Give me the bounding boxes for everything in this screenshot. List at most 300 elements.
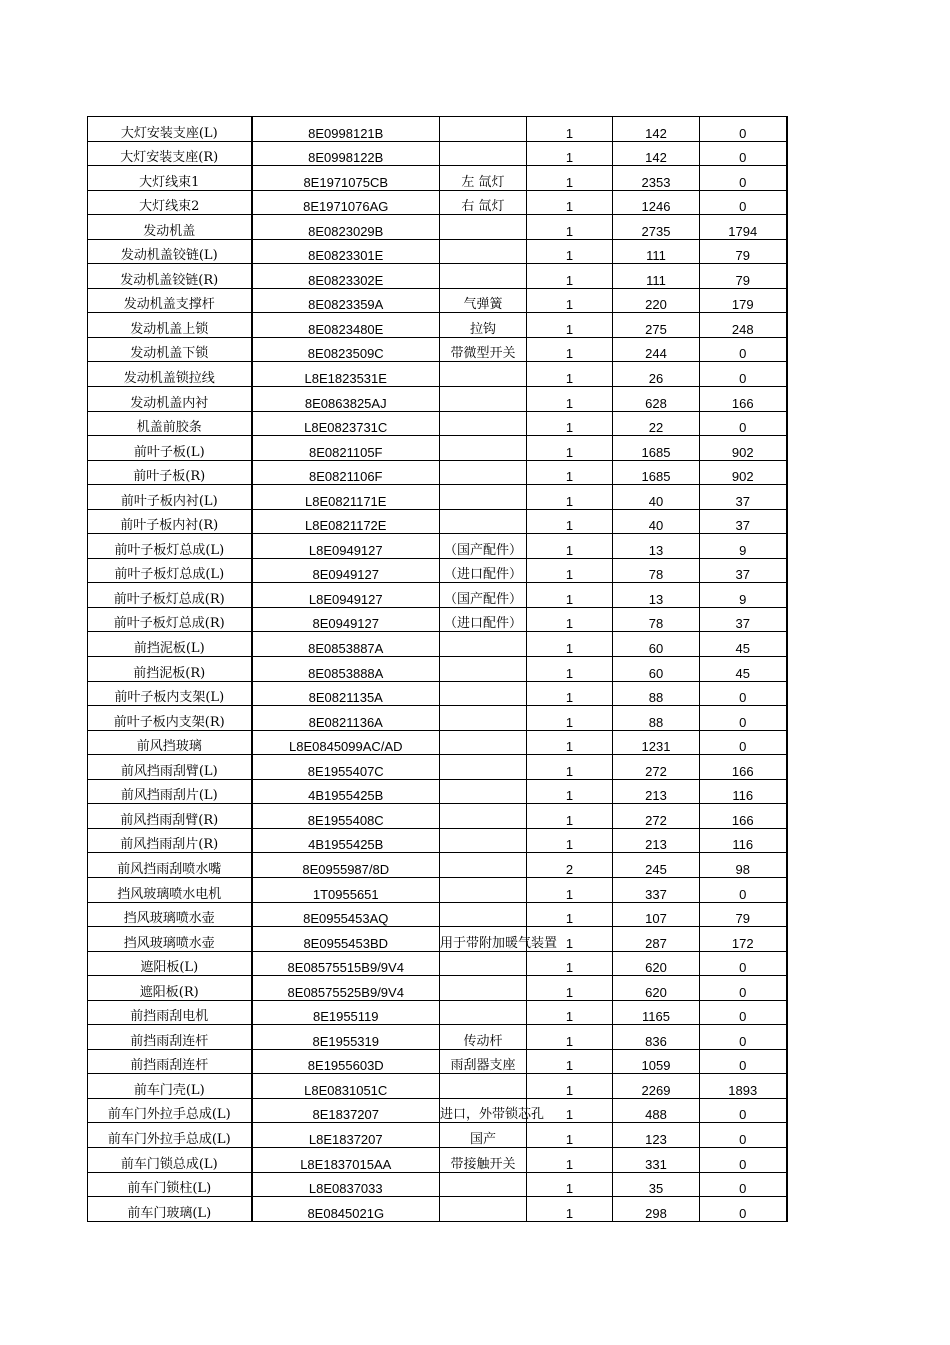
part-number-cell: 8E0821136A — [252, 706, 440, 731]
table-row — [88, 460, 787, 485]
part-number-cell: L8E0837033 — [252, 1172, 440, 1197]
quantity-cell: 1 — [527, 951, 613, 976]
alt-price-cell: 0 — [700, 166, 787, 191]
quantity-cell: 1 — [527, 460, 613, 485]
part-name-cell: 挡风玻璃喷水电机 — [88, 877, 252, 902]
quantity-cell: 1 — [527, 387, 613, 412]
quantity-cell: 1 — [527, 239, 613, 264]
part-name-cell: 前挡泥板(L) — [88, 632, 252, 657]
alt-price-cell: 9 — [700, 583, 787, 608]
part-number-cell: 8E0949127 — [252, 558, 440, 583]
alt-price-cell: 9 — [700, 534, 787, 559]
part-name-cell: 前叶子板灯总成(R) — [88, 583, 252, 608]
quantity-cell: 1 — [527, 166, 613, 191]
quantity-cell: 1 — [527, 607, 613, 632]
part-number-cell: 8E0955453AQ — [252, 902, 440, 927]
part-number-cell: 8E0823480E — [252, 313, 440, 338]
part-name-cell: 发动机盖下锁 — [88, 337, 252, 362]
alt-price-cell: 37 — [700, 509, 787, 534]
part-note-cell — [440, 976, 527, 1001]
part-name-cell: 前车门外拉手总成(L) — [88, 1098, 252, 1123]
part-number-cell: 8E1955319 — [252, 1025, 440, 1050]
part-number-cell: L8E0821171E — [252, 485, 440, 510]
table-row — [88, 288, 787, 313]
quantity-cell: 1 — [527, 1025, 613, 1050]
alt-price-cell: 179 — [700, 288, 787, 313]
table-row — [88, 632, 787, 657]
part-name-cell: 发动机盖 — [88, 215, 252, 240]
part-name-cell: 挡风玻璃喷水壶 — [88, 902, 252, 927]
price-cell: 220 — [613, 288, 700, 313]
table-row — [88, 1147, 787, 1172]
part-number-cell: 8E0821106F — [252, 460, 440, 485]
alt-price-cell: 37 — [700, 485, 787, 510]
price-cell: 1685 — [613, 436, 700, 461]
alt-price-cell: 116 — [700, 828, 787, 853]
price-cell: 272 — [613, 804, 700, 829]
part-note-cell: （国产配件） — [440, 583, 527, 608]
price-cell: 1059 — [613, 1049, 700, 1074]
part-note-cell: （国产配件） — [440, 534, 527, 559]
part-number-cell: 8E1955407C — [252, 755, 440, 780]
part-note-cell: 左 氙灯 — [440, 166, 527, 191]
alt-price-cell: 0 — [700, 1049, 787, 1074]
part-number-cell: 8E0955453BD — [252, 927, 440, 952]
quantity-cell: 1 — [527, 902, 613, 927]
alt-price-cell: 0 — [700, 1000, 787, 1025]
table-row — [88, 877, 787, 902]
alt-price-cell: 37 — [700, 558, 787, 583]
part-number-cell: 8E0823301E — [252, 239, 440, 264]
quantity-cell: 1 — [527, 804, 613, 829]
alt-price-cell: 0 — [700, 1123, 787, 1148]
part-number-cell: 8E0998122B — [252, 141, 440, 166]
quantity-cell: 1 — [527, 1000, 613, 1025]
part-name-cell: 前叶子板(R) — [88, 460, 252, 485]
table-row — [88, 927, 787, 952]
table-row — [88, 755, 787, 780]
part-note-cell — [440, 902, 527, 927]
alt-price-cell: 172 — [700, 927, 787, 952]
table-row — [88, 1123, 787, 1148]
alt-price-cell: 0 — [700, 706, 787, 731]
part-number-cell: 8E0821135A — [252, 681, 440, 706]
part-note-cell — [440, 215, 527, 240]
part-note-cell: 右 氙灯 — [440, 190, 527, 215]
price-cell: 111 — [613, 239, 700, 264]
quantity-cell: 1 — [527, 1098, 613, 1123]
price-cell: 620 — [613, 976, 700, 1001]
part-note-cell — [440, 1000, 527, 1025]
part-number-cell: 8E0853887A — [252, 632, 440, 657]
price-cell: 331 — [613, 1147, 700, 1172]
table-row — [88, 902, 787, 927]
alt-price-cell: 1794 — [700, 215, 787, 240]
price-cell: 298 — [613, 1197, 700, 1222]
quantity-cell: 1 — [527, 1049, 613, 1074]
part-note-cell: 用于带附加暖气装置 — [440, 927, 527, 952]
part-name-cell: 大灯安装支座(R) — [88, 141, 252, 166]
part-name-cell: 前叶子板(L) — [88, 436, 252, 461]
part-note-cell: 气弹簧 — [440, 288, 527, 313]
part-note-cell: 国产 — [440, 1123, 527, 1148]
part-note-cell: （进口配件） — [440, 607, 527, 632]
part-number-cell: 8E0845021G — [252, 1197, 440, 1222]
part-number-cell: 1T0955651 — [252, 877, 440, 902]
price-cell: 111 — [613, 264, 700, 289]
alt-price-cell: 0 — [700, 337, 787, 362]
alt-price-cell: 0 — [700, 976, 787, 1001]
price-cell: 620 — [613, 951, 700, 976]
table-row — [88, 117, 787, 142]
alt-price-cell: 0 — [700, 1197, 787, 1222]
table-row — [88, 387, 787, 412]
table-row — [88, 264, 787, 289]
price-cell: 287 — [613, 927, 700, 952]
part-name-cell: 前挡雨刮连杆 — [88, 1025, 252, 1050]
alt-price-cell: 0 — [700, 1025, 787, 1050]
part-note-cell — [440, 117, 527, 142]
table-row — [88, 1074, 787, 1099]
price-cell: 1246 — [613, 190, 700, 215]
part-number-cell: L8E0831051C — [252, 1074, 440, 1099]
part-note-cell — [440, 141, 527, 166]
part-note-cell — [440, 264, 527, 289]
table-row — [88, 166, 787, 191]
table-row — [88, 337, 787, 362]
table-row — [88, 362, 787, 387]
alt-price-cell: 166 — [700, 755, 787, 780]
part-name-cell: 大灯线束1 — [88, 166, 252, 191]
part-name-cell: 发动机盖上锁 — [88, 313, 252, 338]
price-cell: 35 — [613, 1172, 700, 1197]
part-note-cell — [440, 436, 527, 461]
part-number-cell: 8E0955987/8D — [252, 853, 440, 878]
alt-price-cell: 98 — [700, 853, 787, 878]
table-row — [88, 1172, 787, 1197]
part-name-cell: 机盖前胶条 — [88, 411, 252, 436]
quantity-cell: 1 — [527, 288, 613, 313]
part-note-cell — [440, 460, 527, 485]
part-name-cell: 前叶子板内支架(L) — [88, 681, 252, 706]
part-note-cell — [440, 730, 527, 755]
part-name-cell: 前挡雨刮连杆 — [88, 1049, 252, 1074]
table-row — [88, 681, 787, 706]
part-number-cell: 8E0823029B — [252, 215, 440, 240]
part-note-cell — [440, 1172, 527, 1197]
alt-price-cell: 0 — [700, 362, 787, 387]
quantity-cell: 2 — [527, 853, 613, 878]
alt-price-cell: 45 — [700, 632, 787, 657]
quantity-cell: 1 — [527, 411, 613, 436]
quantity-cell: 1 — [527, 485, 613, 510]
part-number-cell: 8E1971075CB — [252, 166, 440, 191]
quantity-cell: 1 — [527, 1172, 613, 1197]
part-name-cell: 挡风玻璃喷水壶 — [88, 927, 252, 952]
price-cell: 123 — [613, 1123, 700, 1148]
quantity-cell: 1 — [527, 1123, 613, 1148]
part-number-cell: 8E1955603D — [252, 1049, 440, 1074]
part-name-cell: 前车门锁柱(L) — [88, 1172, 252, 1197]
table-row — [88, 706, 787, 731]
part-number-cell: 8E0823302E — [252, 264, 440, 289]
table-row — [88, 313, 787, 338]
price-cell: 488 — [613, 1098, 700, 1123]
part-number-cell: L8E0821172E — [252, 509, 440, 534]
part-name-cell: 前叶子板内支架(R) — [88, 706, 252, 731]
alt-price-cell: 79 — [700, 264, 787, 289]
price-cell: 1231 — [613, 730, 700, 755]
part-number-cell: 8E0821105F — [252, 436, 440, 461]
price-cell: 40 — [613, 509, 700, 534]
quantity-cell: 1 — [527, 190, 613, 215]
part-note-cell: 雨刮器支座 — [440, 1049, 527, 1074]
part-name-cell: 前车门壳(L) — [88, 1074, 252, 1099]
price-cell: 244 — [613, 337, 700, 362]
alt-price-cell: 45 — [700, 657, 787, 682]
quantity-cell: 1 — [527, 313, 613, 338]
part-number-cell: 8E0823359A — [252, 288, 440, 313]
price-cell: 2735 — [613, 215, 700, 240]
alt-price-cell: 902 — [700, 460, 787, 485]
quantity-cell: 1 — [527, 779, 613, 804]
part-name-cell: 前车门锁总成(L) — [88, 1147, 252, 1172]
quantity-cell: 1 — [527, 583, 613, 608]
quantity-cell: 1 — [527, 1074, 613, 1099]
price-cell: 13 — [613, 583, 700, 608]
part-name-cell: 前叶子板灯总成(L) — [88, 558, 252, 583]
quantity-cell: 1 — [527, 509, 613, 534]
price-cell: 60 — [613, 632, 700, 657]
price-cell: 88 — [613, 706, 700, 731]
part-name-cell: 前风挡雨刮片(L) — [88, 779, 252, 804]
quantity-cell: 1 — [527, 362, 613, 387]
part-name-cell: 前车门玻璃(L) — [88, 1197, 252, 1222]
table-row — [88, 558, 787, 583]
table-row — [88, 951, 787, 976]
price-cell: 213 — [613, 828, 700, 853]
table-row — [88, 779, 787, 804]
part-note-cell — [440, 779, 527, 804]
part-name-cell: 遮阳板(L) — [88, 951, 252, 976]
parts-price-table — [87, 116, 788, 1222]
table-row — [88, 190, 787, 215]
part-number-cell: 8E08575525B9/9V4 — [252, 976, 440, 1001]
part-number-cell: 8E0853888A — [252, 657, 440, 682]
table-row — [88, 1000, 787, 1025]
quantity-cell: 1 — [527, 681, 613, 706]
quantity-cell: 1 — [527, 828, 613, 853]
table-row — [88, 828, 787, 853]
alt-price-cell: 0 — [700, 411, 787, 436]
part-note-cell — [440, 387, 527, 412]
alt-price-cell: 37 — [700, 607, 787, 632]
table-row — [88, 730, 787, 755]
part-note-cell: （进口配件） — [440, 558, 527, 583]
part-number-cell: L8E1837207 — [252, 1123, 440, 1148]
part-name-cell: 前风挡雨刮片(R) — [88, 828, 252, 853]
part-note-cell — [440, 239, 527, 264]
part-name-cell: 前叶子板灯总成(R) — [88, 607, 252, 632]
alt-price-cell: 0 — [700, 1172, 787, 1197]
part-name-cell: 大灯安装支座(L) — [88, 117, 252, 142]
price-cell: 337 — [613, 877, 700, 902]
part-note-cell — [440, 804, 527, 829]
price-cell: 107 — [613, 902, 700, 927]
part-name-cell: 前叶子板内衬(R) — [88, 509, 252, 534]
part-note-cell — [440, 632, 527, 657]
quantity-cell: 1 — [527, 755, 613, 780]
alt-price-cell: 0 — [700, 877, 787, 902]
part-name-cell: 发动机盖内衬 — [88, 387, 252, 412]
price-cell: 272 — [613, 755, 700, 780]
alt-price-cell: 0 — [700, 730, 787, 755]
part-number-cell: L8E1823531E — [252, 362, 440, 387]
part-name-cell: 前车门外拉手总成(L) — [88, 1123, 252, 1148]
price-cell: 22 — [613, 411, 700, 436]
quantity-cell: 1 — [527, 632, 613, 657]
part-note-cell — [440, 755, 527, 780]
alt-price-cell: 166 — [700, 387, 787, 412]
part-number-cell: 8E1837207 — [252, 1098, 440, 1123]
table-row — [88, 1025, 787, 1050]
table-row — [88, 534, 787, 559]
quantity-cell: 1 — [527, 706, 613, 731]
alt-price-cell: 248 — [700, 313, 787, 338]
parts-table-body — [88, 117, 787, 1222]
part-note-cell — [440, 1074, 527, 1099]
part-number-cell: 8E0823509C — [252, 337, 440, 362]
part-note-cell — [440, 509, 527, 534]
part-note-cell — [440, 1197, 527, 1222]
part-note-cell — [440, 362, 527, 387]
quantity-cell: 1 — [527, 657, 613, 682]
part-name-cell: 发动机盖铰链(R) — [88, 264, 252, 289]
alt-price-cell: 79 — [700, 239, 787, 264]
part-note-cell — [440, 951, 527, 976]
part-name-cell: 前挡泥板(R) — [88, 657, 252, 682]
table-row — [88, 436, 787, 461]
table-row — [88, 976, 787, 1001]
price-cell: 628 — [613, 387, 700, 412]
alt-price-cell: 0 — [700, 1147, 787, 1172]
part-note-cell — [440, 853, 527, 878]
part-note-cell — [440, 657, 527, 682]
price-cell: 2269 — [613, 1074, 700, 1099]
quantity-cell: 1 — [527, 337, 613, 362]
price-cell: 213 — [613, 779, 700, 804]
part-name-cell: 前叶子板内衬(L) — [88, 485, 252, 510]
part-number-cell: 8E1955408C — [252, 804, 440, 829]
alt-price-cell: 79 — [700, 902, 787, 927]
part-name-cell: 前风挡雨刮臂(L) — [88, 755, 252, 780]
quantity-cell: 1 — [527, 534, 613, 559]
price-cell: 142 — [613, 141, 700, 166]
price-cell: 26 — [613, 362, 700, 387]
quantity-cell: 1 — [527, 215, 613, 240]
table-row — [88, 1049, 787, 1074]
price-cell: 78 — [613, 558, 700, 583]
quantity-cell: 1 — [527, 558, 613, 583]
part-number-cell: L8E0949127 — [252, 534, 440, 559]
quantity-cell: 1 — [527, 877, 613, 902]
quantity-cell: 1 — [527, 141, 613, 166]
part-note-cell: 带微型开关 — [440, 337, 527, 362]
part-name-cell: 大灯线束2 — [88, 190, 252, 215]
table-row — [88, 583, 787, 608]
part-note-cell — [440, 681, 527, 706]
part-number-cell: L8E0949127 — [252, 583, 440, 608]
part-name-cell: 前风挡玻璃 — [88, 730, 252, 755]
part-number-cell: 8E08575515B9/9V4 — [252, 951, 440, 976]
table-row — [88, 485, 787, 510]
part-number-cell: 8E1971076AG — [252, 190, 440, 215]
part-name-cell: 前风挡雨刮臂(R) — [88, 804, 252, 829]
part-number-cell: L8E0845099AC/AD — [252, 730, 440, 755]
alt-price-cell: 0 — [700, 190, 787, 215]
table-row — [88, 804, 787, 829]
part-note-cell — [440, 706, 527, 731]
quantity-cell: 1 — [527, 117, 613, 142]
quantity-cell: 1 — [527, 264, 613, 289]
part-name-cell: 发动机盖锁拉线 — [88, 362, 252, 387]
table-row — [88, 239, 787, 264]
price-cell: 275 — [613, 313, 700, 338]
price-cell: 40 — [613, 485, 700, 510]
quantity-cell: 1 — [527, 1147, 613, 1172]
part-name-cell: 遮阳板(R) — [88, 976, 252, 1001]
table-row — [88, 141, 787, 166]
quantity-cell: 1 — [527, 927, 613, 952]
part-number-cell: 8E1955119 — [252, 1000, 440, 1025]
part-number-cell: L8E1837015AA — [252, 1147, 440, 1172]
quantity-cell: 1 — [527, 976, 613, 1001]
price-cell: 88 — [613, 681, 700, 706]
part-name-cell: 前挡雨刮电机 — [88, 1000, 252, 1025]
part-name-cell: 发动机盖铰链(L) — [88, 239, 252, 264]
part-number-cell: 8E0863825AJ — [252, 387, 440, 412]
price-cell: 13 — [613, 534, 700, 559]
part-name-cell: 发动机盖支撑杆 — [88, 288, 252, 313]
alt-price-cell: 166 — [700, 804, 787, 829]
part-number-cell: 8E0998121B — [252, 117, 440, 142]
part-number-cell: 4B1955425B — [252, 828, 440, 853]
alt-price-cell: 116 — [700, 779, 787, 804]
price-cell: 78 — [613, 607, 700, 632]
alt-price-cell: 0 — [700, 117, 787, 142]
part-name-cell: 前叶子板灯总成(L) — [88, 534, 252, 559]
price-cell: 245 — [613, 853, 700, 878]
quantity-cell: 1 — [527, 436, 613, 461]
part-note-cell — [440, 411, 527, 436]
quantity-cell: 1 — [527, 1197, 613, 1222]
price-cell: 1165 — [613, 1000, 700, 1025]
quantity-cell: 1 — [527, 730, 613, 755]
table-row — [88, 215, 787, 240]
price-cell: 142 — [613, 117, 700, 142]
part-note-cell: 带接触开关 — [440, 1147, 527, 1172]
price-cell: 836 — [613, 1025, 700, 1050]
part-note-cell — [440, 485, 527, 510]
alt-price-cell: 0 — [700, 951, 787, 976]
price-cell: 2353 — [613, 166, 700, 191]
part-name-cell: 前风挡雨刮喷水嘴 — [88, 853, 252, 878]
part-number-cell: L8E0823731C — [252, 411, 440, 436]
table-row — [88, 657, 787, 682]
table-row — [88, 411, 787, 436]
alt-price-cell: 0 — [700, 681, 787, 706]
part-note-cell: 进口，外带锁芯孔 — [440, 1098, 527, 1123]
